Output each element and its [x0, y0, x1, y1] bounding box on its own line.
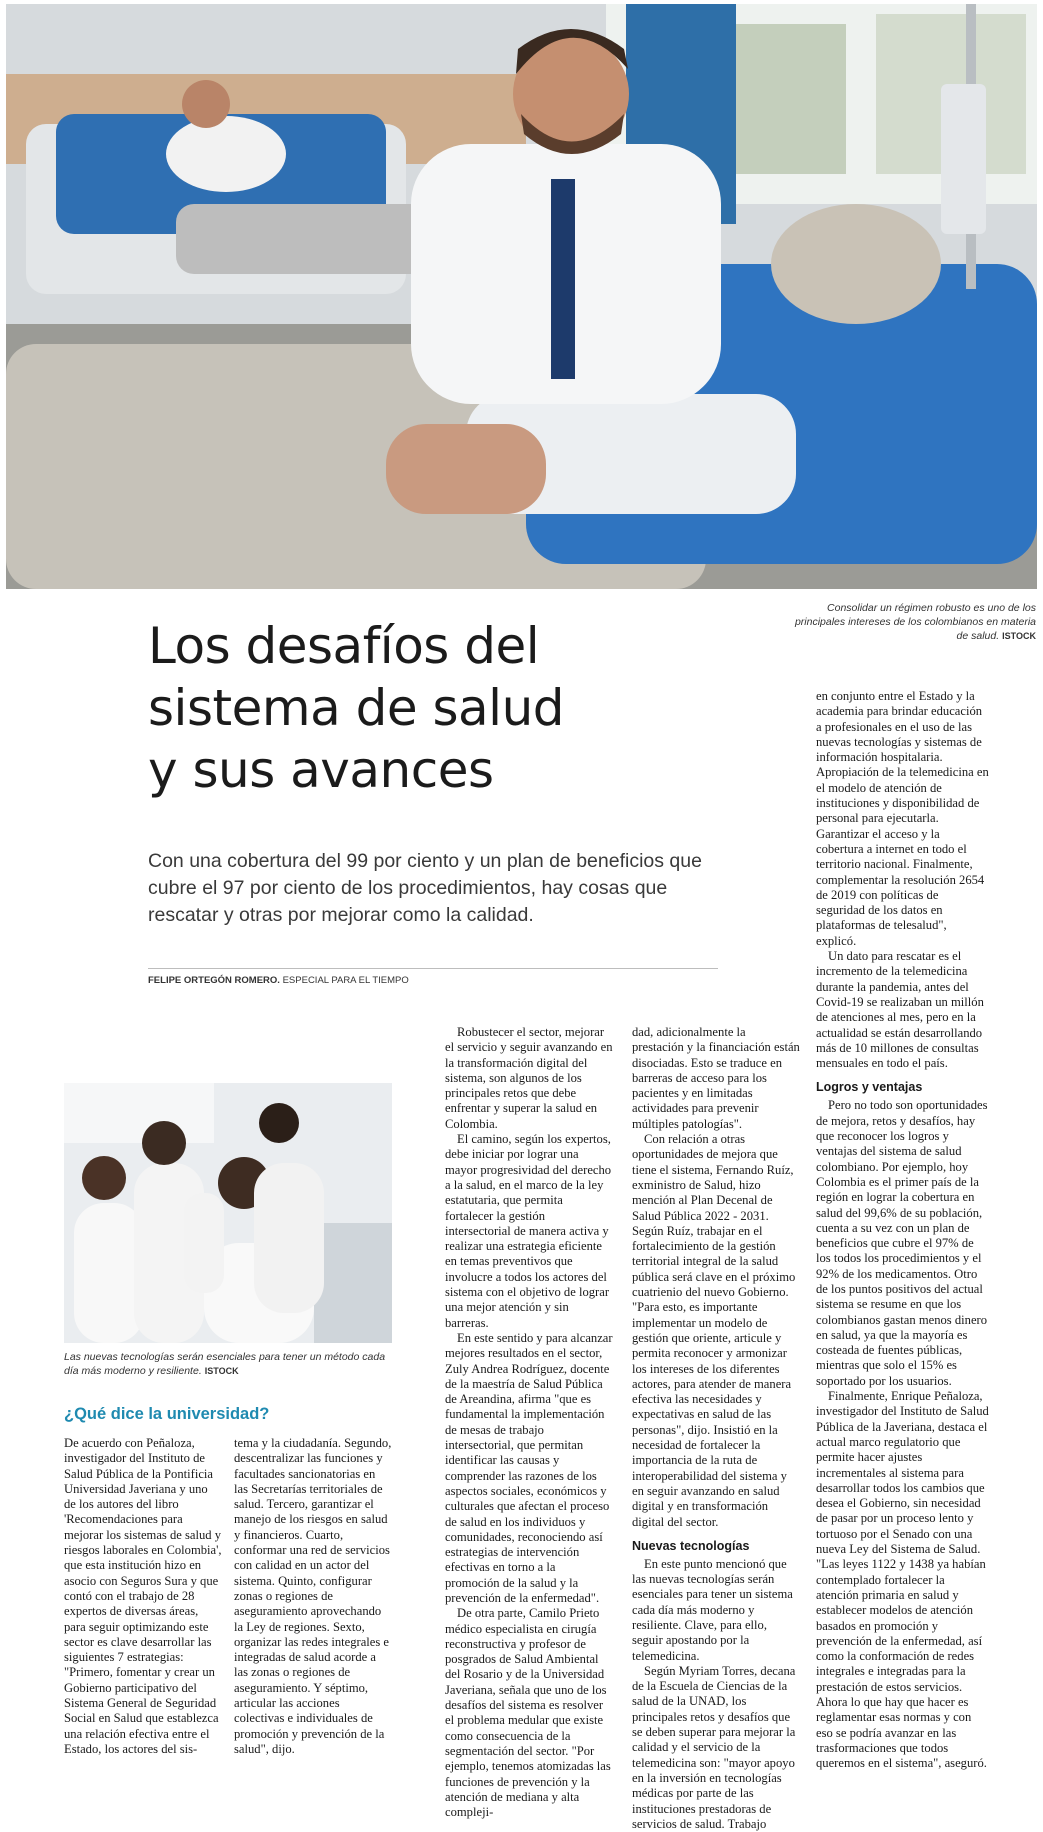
paragraph: De acuerdo con Peñaloza, investigador del Instituto de Salud Pública de la Pontificia Universidad Javeriana y uno de los autores del libro 'Recomendaciones para mejorar los sistemas de salud y riesgos laborales en Colombia', que esta institución hizo en asocio con Seguros Sura y que contó con el trabajo de 28 expertos de diversas áreas, para seguir optimizando este sector es clave desarrollar las siguientes 7 estrategias: "Primero, fomentar y crear un Gobierno participativo del Sistema General de Seguridad Social en Salud que establezca una relación efectiva entre el Estado, los actores del sis- [64, 1436, 222, 1756]
paragraph: en conjunto entre el Estado y la academia para brindar educación a profesionales en el uso de las nuevas tecnologías y sistemas de información hospitalaria. Apropiación de la telemedicina en el modelo de atención de instituciones y disponibilidad de personal para ejecutarla. Garantizar el acceso y la cobertura a internet en todo el territorio nacional. Finalmente, complementar la resolución 2654 de 2019 con políticas de seguridad de los datos en plataformas de telesalud", explicó. [816, 689, 989, 948]
paragraph: Según Myriam Torres, decana de la Escuela de Ciencias de la salud de la UNAD, los principales retos y desafíos que se deben superar para mejorar la calidad y el servicio de la telemedicina son: "mayor apoyo en la inversión en tecnologías médicas por parte de las instituciones prestadoras de servicios de salud. Trabajo [632, 1663, 796, 1831]
paragraph: De otra parte, Camilo Prieto médico especialista en cirugía reconstructiva y profesor de posgrados de Salud Ambiental del Rosario y de la Universidad Javeriana, señala que uno de los desafíos del sistema es resolver el problema medular que existe como consecuencia de la segmentación del sector. "Por ejemplo, tenemos atomizadas las funciones de prevención y la atención de mediana y alta compleji- [445, 1606, 611, 1820]
hero-photo [6, 4, 1037, 589]
paragraph: En este punto mencionó que las nuevas tecnologías serán esenciales para tener un sistema cada día más moderno y resiliente. Clave, para ello, seguir apostando por la telemedicina. [632, 1556, 793, 1663]
paragraph: Con relación a otras oportunidades de mejora que tiene el sistema, Fernando Ruíz, exministro de Salud, hizo mención al Plan Decenal de Salud Pública 2022 - 2031. Según Ruíz, trabajar en el fortalecimiento de la gestión territorial integral de la salud pública será clave en el próximo cuatrienio del nuevo Gobierno. "Para esto, es importante implementar un modelo de gestión que oriente, articule y permita reconocer y armonizar los intereses de los diferentes actores, para atender de manera efectiva las necesidades y expectativas en salud de las personas", dijo. Insistió en la necesidad de fortalecer la importancia de la ruta de interoperabilidad del sistema y en seguir avanzando en salud digital y en transformación digital del sector. [632, 1132, 796, 1529]
article-column-5 [816, 689, 990, 1771]
headline-line-3: y sus avances [148, 741, 494, 799]
paragraph: Finalmente, Enrique Peñaloza, investigador del Instituto de Salud Pública de la Javeriana, destaca el actual marco regulatorio que permite hacer ajustes incrementales al sistema para desarrollar todos los cambios que desea el Gobierno, sin necesidad de pasar por un proceso lento y tortuoso por el Senado con una nueva Ley del Sistema de Salud. "Las leyes 1122 y 1438 ya habían contemplado fortalecer la atención primaria en salud y establecer modelos de atención basados en promoción y prevención de la enfermedad, así como la conformación de redes integrales e integradas para la prestación de estos servicios. Ahora lo que hay que hacer es reglamentar esas normas y con eso se podría avanzar en las trasformaciones que todos queremos en el sistema", aseguró. [816, 1389, 989, 1771]
headline [148, 615, 668, 801]
paragraph: Pero no todo son oportunidades de mejora, retos y desafíos, hay que reconocer los logros y ventajas del sistema de salud colombiano. Por ejemplo, hoy Colombia es el primer país de la región en lograr la cobertura en salud del 99,6% de su población, cuenta a su vez con un plan de beneficios que cubre el 97% de los todos los procedimientos y el 92% de los medicamentos. Otro de los puntos positivos del actual sistema se resume en que los colombianos gastan menos dinero en salud, ya que la mayoría es costeada de fuentes públicas, mientras que solo el 15% es soportado por los usuarios. [816, 1098, 988, 1388]
photo-credit: ISTOCK [1002, 631, 1036, 641]
caption-text: Las nuevas tecnologías serán esenciales para tener un método cada día más moderno y resiliente. [64, 1351, 386, 1377]
section-title: ¿Qué dice la universidad? [64, 1405, 270, 1423]
paragraph: tema y la ciudadanía. Segundo, descentralizar las funciones y facultades sancionatorias en las Secretarías territoriales de salud. Tercero, garantizar el manejo de los riesgos en salud y financieros. Cuarto, conformar una red de servicios con calidad en un actor del sistema. Quinto, configurar zonas o regiones de aseguramiento aprovechando la Ley de regiones. Sexto, organizar las redes integrales e integradas de salud acorde a las zonas o regiones de aseguramiento. Y séptimo, articular las acciones colectivas e individuales de promoción y prevención de la salud", dijo. [234, 1436, 392, 1756]
subhead: Nuevas tecnologías [632, 1538, 750, 1553]
lab-photo-caption [64, 1350, 394, 1378]
article-column-3 [445, 1025, 613, 1820]
subheadline: Con una cobertura del 99 por ciento y un plan de beneficios que cubre el 97 por ciento de los procedimientos, hay cosas que rescatar y otras por mejorar como la calidad. [148, 850, 702, 926]
subhead: Logros y ventajas [816, 1080, 923, 1095]
article-column-4 [632, 1025, 800, 1832]
caption-text: Consolidar un régimen robusto es uno de los principales intereses de los colombianos en materia de salud. [794, 602, 1036, 642]
paragraph: El camino, según los expertos, debe iniciar por lograr una mayor progresividad del derecho a la salud, en el marco de la ley estatutaria, que permita fortalecer la gestión intersectorial de manera activa y realizar una estrategia eficiente en temas preventivos que involucre a todos los actores del sistema con el objetivo de lograr una mejor atención y sin barreras. [445, 1132, 612, 1330]
hospital-room-illustration [6, 4, 1037, 589]
byline [148, 968, 718, 986]
paragraph: Robustecer el sector, mejorar el servicio y seguir avanzando en la transformación digital del sistema, son algunos de los principales retos que debe enfrentar y superar la salud en Colombia. [445, 1025, 613, 1131]
headline-line-2: sistema de salud [148, 679, 564, 737]
hero-photo-caption [790, 601, 1036, 643]
headline-line-1: Los desafíos del [148, 617, 540, 675]
byline-role: ESPECIAL PARA EL TIEMPO [282, 975, 409, 986]
paragraph: dad, adicionalmente la prestación y la financiación están disociadas. Esto se traduce en barreras de acceso para los pacientes y en limitadas actividades para prevenir múltiples patologías". [632, 1025, 800, 1131]
lab-team-illustration [64, 1083, 392, 1343]
byline-author: FELIPE ORTEGÓN ROMERO. [148, 975, 280, 986]
lab-photo [64, 1083, 392, 1343]
photo-credit: ISTOCK [204, 1366, 239, 1376]
paragraph: En este sentido y para alcanzar mejores resultados en el sector, Zuly Andrea Rodríguez, docente de la maestría de Salud Pública de Areandina, afirma "que es fundamental la implementación de mesas de trabajo intersectorial, que permitan identificar las causas y comprender las razones de los aspectos sociales, económicos y culturales que afectan el proceso de salud en los individuos y comunidades, reconociendo así estrategias de intervención efectivas en torno a la promoción de la salud y la prevención de la enfermedad". [445, 1330, 613, 1605]
university-column-1 [64, 1436, 222, 1757]
paragraph: Un dato para rescatar es el incremento de la telemedicina durante la pandemia, antes del Covid-19 se realizaban un millón de atenciones al mes, pero en la actualidad se están desarrollando más de 10 millones de consultas mensuales en todo el país. [816, 949, 984, 1071]
university-column-2 [234, 1436, 392, 1757]
